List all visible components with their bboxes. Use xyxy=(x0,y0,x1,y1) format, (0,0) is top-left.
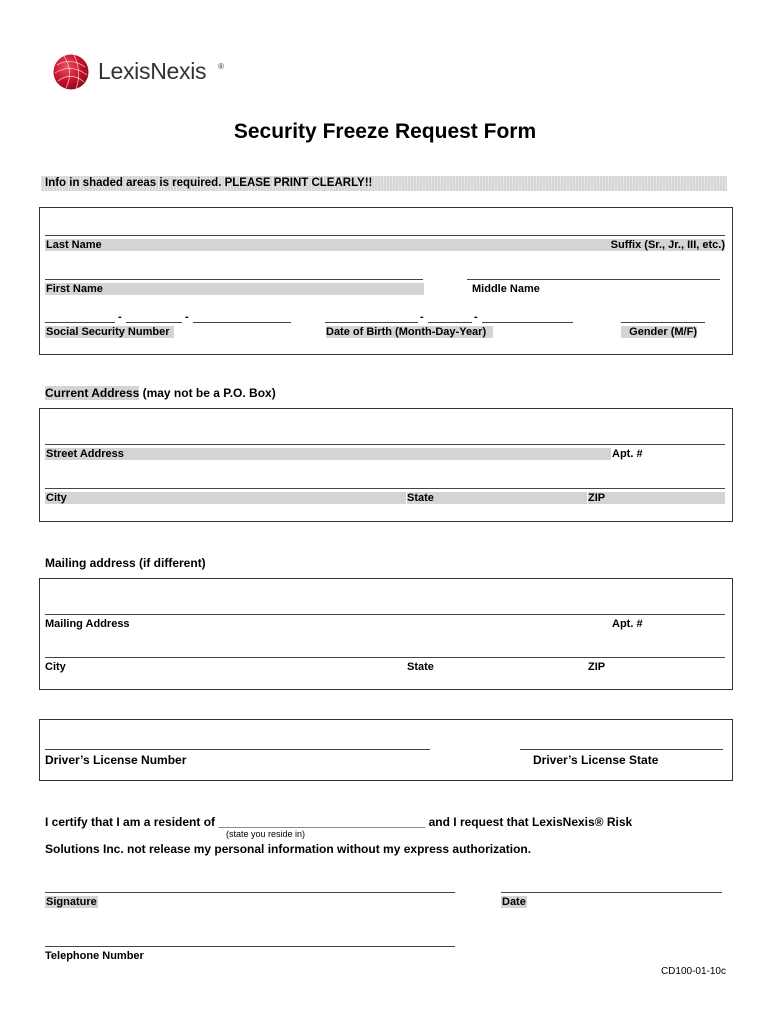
mailing-city-state-zip-line[interactable] xyxy=(45,657,725,658)
current-zip-label: ZIP xyxy=(588,492,725,504)
license-number-line[interactable] xyxy=(45,749,430,750)
certification-text-end: and I request that LexisNexis® Risk xyxy=(428,815,633,829)
mailing-address-label: Mailing Address xyxy=(45,618,130,630)
certification-line-2: Solutions Inc. not release my personal information without my express authorization. xyxy=(45,842,532,856)
telephone-label: Telephone Number xyxy=(45,950,144,962)
dob-line-1[interactable] xyxy=(325,322,418,323)
resident-state-blank[interactable]: _______________________________ xyxy=(218,815,426,829)
ssn-line-3[interactable] xyxy=(193,322,291,323)
certification-line-1 xyxy=(45,815,632,829)
suffix-label: Suffix (Sr., Jr., III, etc.) xyxy=(594,239,725,251)
mailing-apt-label: Apt. # xyxy=(612,618,643,630)
dob-line-2[interactable] xyxy=(428,322,472,323)
page-title: Security Freeze Request Form xyxy=(233,120,537,143)
current-city-label: City xyxy=(45,492,406,504)
current-state-label: State xyxy=(407,492,587,504)
signature-label: Signature xyxy=(46,896,97,908)
ssn-dash-1: - xyxy=(118,311,122,323)
ssn-label: Social Security Number xyxy=(45,326,174,338)
current-city-state-zip-line[interactable] xyxy=(45,488,725,489)
dob-line-3[interactable] xyxy=(482,322,573,323)
license-number-label: Driver’s License Number xyxy=(45,753,187,767)
certification-text-start: I certify that I am a resident of xyxy=(45,815,216,829)
logo-wordmark: LexisNexis xyxy=(98,58,207,84)
date-line[interactable] xyxy=(501,892,722,893)
license-state-label: Driver’s License State xyxy=(533,753,659,767)
street-address-line[interactable] xyxy=(45,444,725,445)
mailing-zip-label: ZIP xyxy=(588,661,606,673)
dob-dash-1: - xyxy=(420,311,424,323)
logo-registered-mark: ® xyxy=(218,62,224,71)
drivers-license-section xyxy=(39,719,733,781)
current-address-heading xyxy=(45,386,276,400)
first-name-line[interactable] xyxy=(45,279,423,280)
mailing-address-heading: Mailing address (if different) xyxy=(45,556,206,570)
mailing-city-label: City xyxy=(45,661,66,673)
date-label: Date xyxy=(502,896,526,908)
form-code: CD100-01-10c xyxy=(660,966,726,977)
middle-name-line[interactable] xyxy=(467,279,720,280)
logo-globe-icon xyxy=(52,53,90,91)
mailing-address-section xyxy=(39,578,733,690)
lexisnexis-logo xyxy=(52,52,242,92)
last-name-line[interactable] xyxy=(45,235,725,236)
ssn-line-2[interactable] xyxy=(126,322,182,323)
gender-label: Gender (M/F) xyxy=(621,326,697,338)
state-reside-caption: (state you reside in) xyxy=(226,829,306,839)
mailing-state-label: State xyxy=(407,661,434,673)
mailing-address-line[interactable] xyxy=(45,614,725,615)
current-address-heading-note: (may not be a P.O. Box) xyxy=(139,386,276,400)
license-state-line[interactable] xyxy=(520,749,723,750)
middle-name-label: Middle Name xyxy=(472,283,540,295)
street-address-label: Street Address xyxy=(45,448,611,460)
current-address-heading-bold: Current Address xyxy=(45,386,140,400)
first-name-label: First Name xyxy=(45,283,424,295)
current-apt-label: Apt. # xyxy=(612,448,643,460)
required-notice-text: Info in shaded areas is required. PLEASE PRINT CLEARLY!! xyxy=(45,177,373,189)
current-address-section xyxy=(39,408,733,522)
required-notice-bar xyxy=(41,176,727,191)
gender-line[interactable] xyxy=(621,322,705,323)
ssn-dash-2: - xyxy=(185,311,189,323)
ssn-line-1[interactable] xyxy=(45,322,115,323)
last-name-label: Last Name xyxy=(45,239,594,251)
dob-label: Date of Birth (Month-Day-Year) xyxy=(326,326,493,338)
signature-line[interactable] xyxy=(45,892,455,893)
dob-dash-2: - xyxy=(474,311,478,323)
telephone-line[interactable] xyxy=(45,946,455,947)
